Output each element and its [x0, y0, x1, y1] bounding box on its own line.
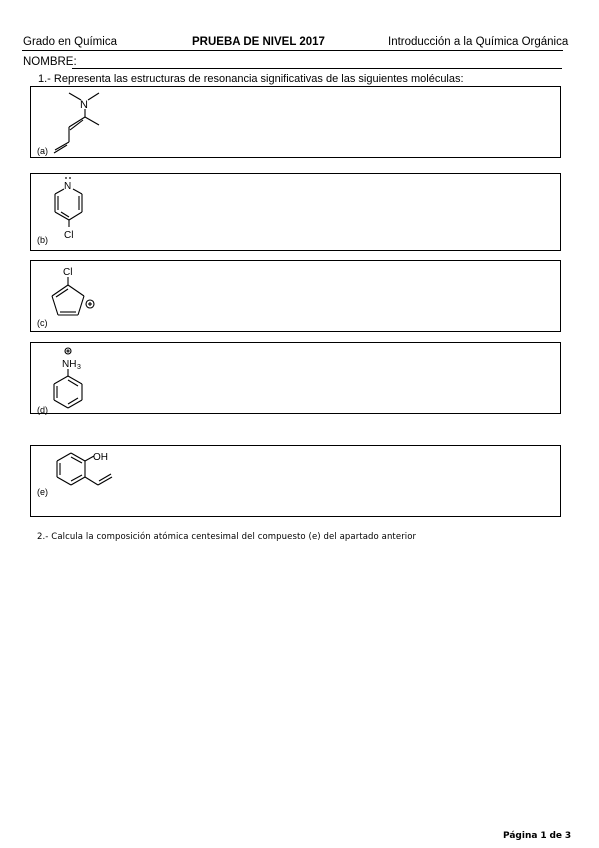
- answer-box-e: [30, 445, 561, 517]
- atom-subscript: 3: [77, 364, 81, 371]
- atom-label: Cl: [63, 267, 73, 278]
- answer-box-d: [30, 342, 561, 414]
- question-1: 1.- Representa las estructuras de resonancia significativas de las siguientes moléculas:: [38, 73, 464, 85]
- question-2: 2.- Calcula la composición atómica centesimal del compuesto (e) del apartado anterior: [37, 532, 417, 542]
- label-d: (d): [37, 405, 48, 415]
- molecule-a-diagram: [31, 87, 562, 159]
- header-title: PRUEBA DE NIVEL 2017: [192, 36, 325, 48]
- atom-label: N: [64, 181, 72, 192]
- molecule-b-diagram: [31, 174, 562, 252]
- page-number: 1: [540, 831, 547, 841]
- page-of: de: [549, 831, 562, 841]
- atom-label: NH: [62, 359, 77, 370]
- name-label: NOMBRE:: [23, 56, 77, 68]
- page-footer: [503, 831, 571, 841]
- page-label: Página: [503, 831, 538, 841]
- atom-label: N: [80, 99, 88, 111]
- header-course: Grado en Química: [23, 36, 117, 48]
- page-total: 3: [564, 831, 572, 841]
- molecule-c-diagram: [31, 261, 562, 333]
- label-a: (a): [37, 146, 48, 156]
- molecule-d-diagram: [31, 343, 562, 415]
- name-field-line: [72, 68, 562, 69]
- molecule-e-diagram: [31, 446, 562, 518]
- atom-label: Cl: [64, 230, 74, 241]
- answer-box-a: [30, 86, 561, 158]
- header-rule: [22, 50, 563, 51]
- answer-box-b: [30, 173, 561, 251]
- label-b: (b): [37, 235, 48, 245]
- label-c: (c): [37, 318, 48, 328]
- answer-box-c: [30, 260, 561, 332]
- atom-label: OH: [93, 452, 108, 463]
- label-e: (e): [37, 487, 48, 497]
- header-subject: Introducción a la Química Orgánica: [388, 36, 569, 48]
